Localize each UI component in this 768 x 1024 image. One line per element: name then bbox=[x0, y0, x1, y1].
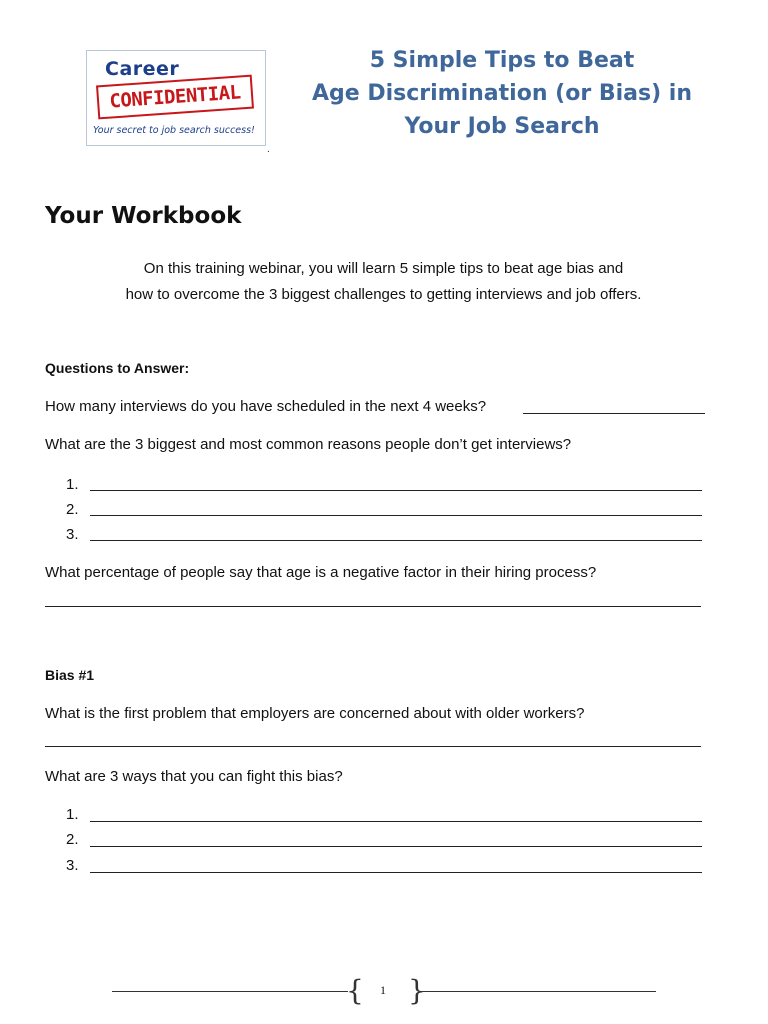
intro-line-2: how to overcome the 3 biggest challenges to getting interviews and job offers. bbox=[125, 286, 642, 303]
title-line-2: Age Discrimination (or Bias) in bbox=[312, 81, 692, 106]
answer-blank-reason-3[interactable] bbox=[90, 540, 702, 541]
logo-tagline: Your secret to job search success! bbox=[93, 125, 255, 136]
questions-label: Questions to Answer: bbox=[45, 360, 190, 376]
intro-paragraph bbox=[45, 256, 722, 308]
answer-blank-first-problem[interactable] bbox=[45, 746, 701, 747]
question-reasons: What are the 3 biggest and most common reasons people don’t get interviews? bbox=[45, 436, 572, 453]
list-number-2: 2. bbox=[66, 831, 79, 848]
bias-1-label: Bias #1 bbox=[45, 667, 95, 683]
answer-blank-interviews[interactable] bbox=[523, 413, 705, 414]
logo-stamp: CONFIDENTIAL bbox=[96, 75, 254, 120]
list-number-3: 3. bbox=[66, 857, 79, 874]
answer-blank-reason-2[interactable] bbox=[90, 515, 702, 516]
question-fight-bias: What are 3 ways that you can fight this bias? bbox=[45, 768, 343, 785]
answer-blank-reason-1[interactable] bbox=[90, 490, 702, 491]
footer-rule-left bbox=[112, 991, 348, 992]
footer-rule-right bbox=[420, 991, 656, 992]
answer-blank-percentage[interactable] bbox=[45, 606, 701, 607]
list-number-3: 3. bbox=[66, 526, 79, 543]
title-line-1: 5 Simple Tips to Beat bbox=[369, 48, 635, 73]
intro-line-1: On this training webinar, you will learn 5 simple tips to beat age bias and bbox=[143, 260, 624, 277]
footer-right-brace: } bbox=[408, 974, 426, 1007]
question-interviews-scheduled: How many interviews do you have scheduled in the next 4 weeks? bbox=[45, 398, 487, 415]
answer-blank-way-2[interactable] bbox=[90, 846, 702, 847]
page-number: 1 bbox=[380, 983, 386, 997]
document-title bbox=[296, 44, 708, 143]
footer-left-brace: { bbox=[346, 974, 364, 1007]
question-first-problem: What is the first problem that employers are concerned about with older workers? bbox=[45, 705, 585, 722]
list-number-1: 1. bbox=[66, 476, 79, 493]
question-age-percentage: What percentage of people say that age is a negative factor in their hiring process? bbox=[45, 564, 597, 581]
answer-blank-way-1[interactable] bbox=[90, 821, 702, 822]
career-confidential-logo bbox=[86, 50, 266, 146]
answer-blank-way-3[interactable] bbox=[90, 872, 702, 873]
logo-word: Career bbox=[105, 58, 180, 80]
decorative-dot: . bbox=[267, 144, 270, 155]
list-number-1: 1. bbox=[66, 806, 79, 823]
title-line-3: Your Job Search bbox=[404, 114, 600, 139]
list-number-2: 2. bbox=[66, 501, 79, 518]
workbook-heading: Your Workbook bbox=[45, 203, 242, 229]
